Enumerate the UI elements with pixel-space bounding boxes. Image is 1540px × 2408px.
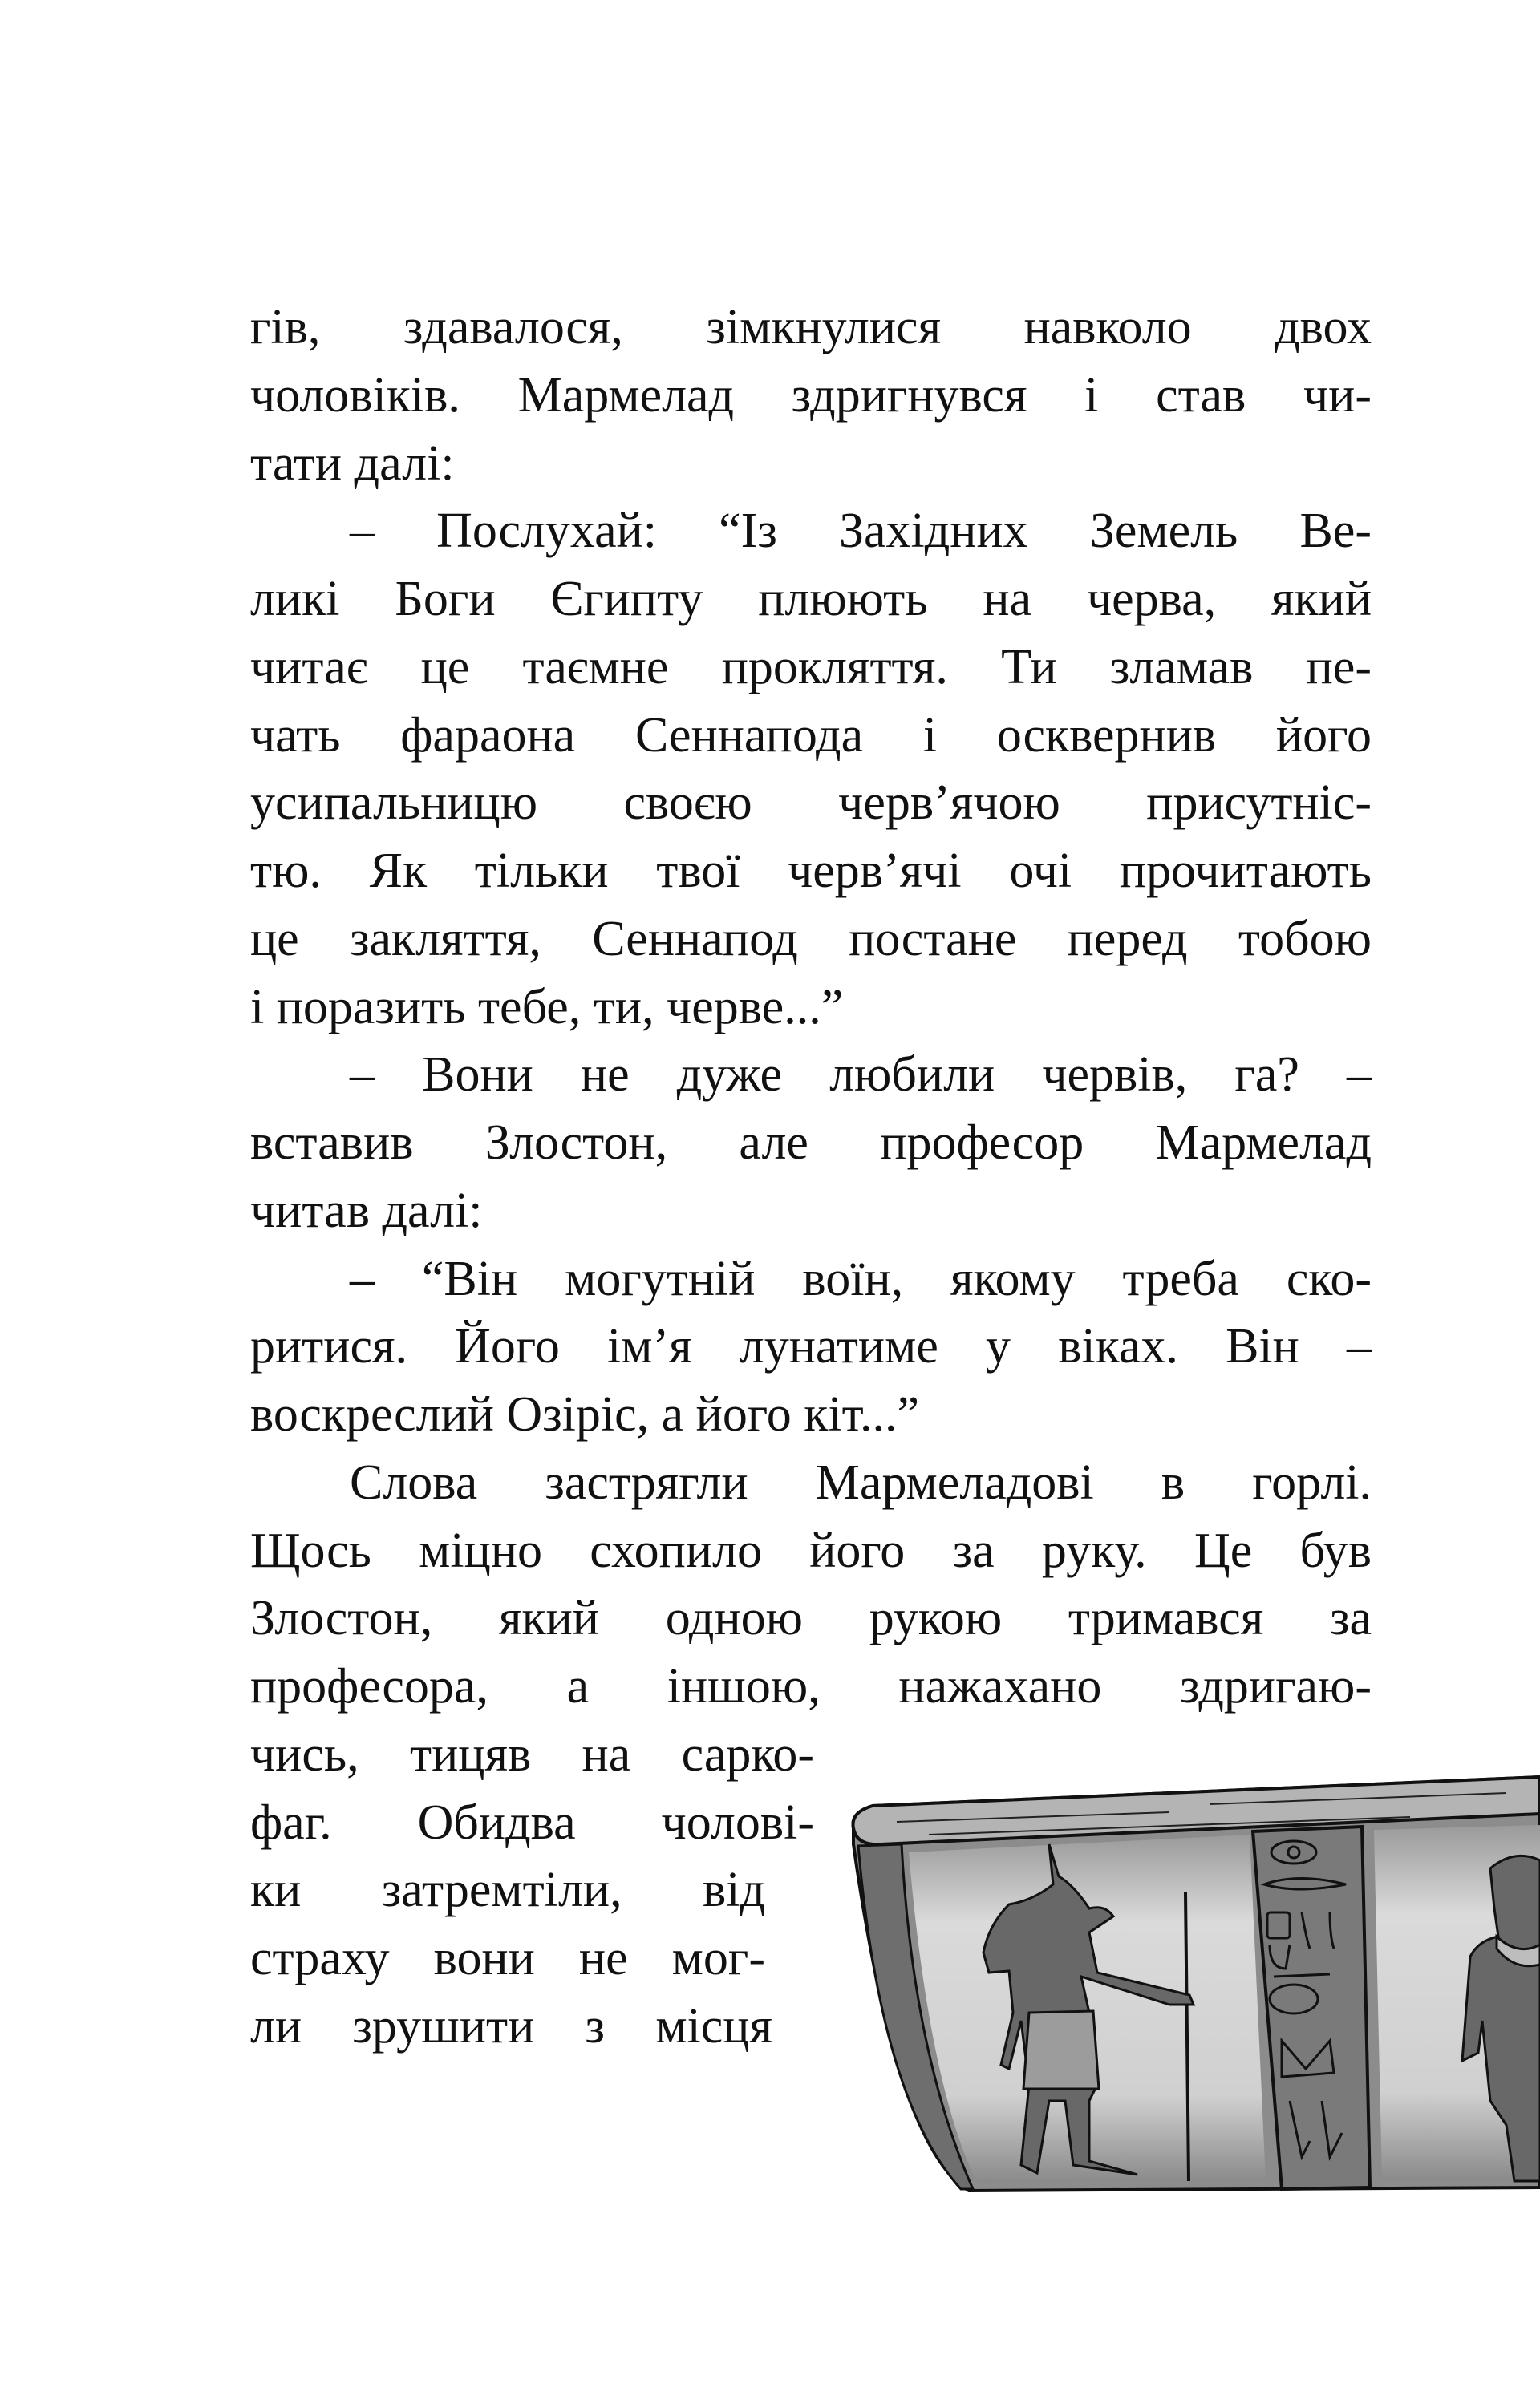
sarcophagus-illustration (849, 1764, 1540, 2201)
text-line: – Вони не дуже любили червів, га? – (350, 1047, 1372, 1103)
text-line: усипальницю своєю черв’ячою присутніс- (250, 775, 1372, 831)
text-line: вставив Злостон, але професор Мармелад (250, 1115, 1372, 1170)
text-line: страху вони не мог- (250, 1931, 765, 1985)
text-line: ли зрушити з місця (250, 1998, 772, 2054)
text-line: Злостон, який одною рукою тримався за (250, 1591, 1372, 1646)
text-line: тю. Як тільки твої черв’ячі очі прочитають (250, 844, 1372, 898)
text-line: чись, тицяв на сарко- (250, 1726, 814, 1782)
text-line: Щось міцно схопило його за руку. Це був (250, 1523, 1372, 1578)
text-line: – Послухай: “Із Західних Земель Ве- (350, 504, 1372, 559)
text-line: чать фараона Сеннапода і осквернив його (250, 707, 1372, 763)
text-line: гів, здавалося, зімкнулися навколо двох (250, 300, 1372, 354)
text-line: професора, а іншою, нажахано здригаю- (250, 1659, 1372, 1714)
text-line: чоловіків. Мармелад здригнувся і став чи- (250, 367, 1372, 423)
text-line: це закляття, Сеннапод постане перед тобою (250, 911, 1372, 966)
text-line: ликі Боги Єгипту плюють на черва, який (250, 572, 1372, 626)
text-line: тати далі: (250, 435, 455, 491)
text-line: і поразить тебе, ти, черве...” (250, 979, 844, 1034)
text-line: Слова застрягли Мармеладові в горлі. (350, 1455, 1372, 1510)
text-line: фаг. Обидва чолові- (250, 1795, 814, 1850)
text-line: читає це таємне прокляття. Ти зламав пе- (250, 639, 1372, 694)
text-line: – “Він могутній воїн, якому треба ско- (350, 1251, 1372, 1306)
text-line: ки затремтіли, від (250, 1863, 765, 1918)
text-line: ритися. Його ім’я лунатиме у віках. Він – (250, 1319, 1372, 1374)
text-line: воскреслий Озіріс, а його кіт...” (250, 1387, 920, 1442)
text-line: читав далі: (250, 1183, 483, 1238)
